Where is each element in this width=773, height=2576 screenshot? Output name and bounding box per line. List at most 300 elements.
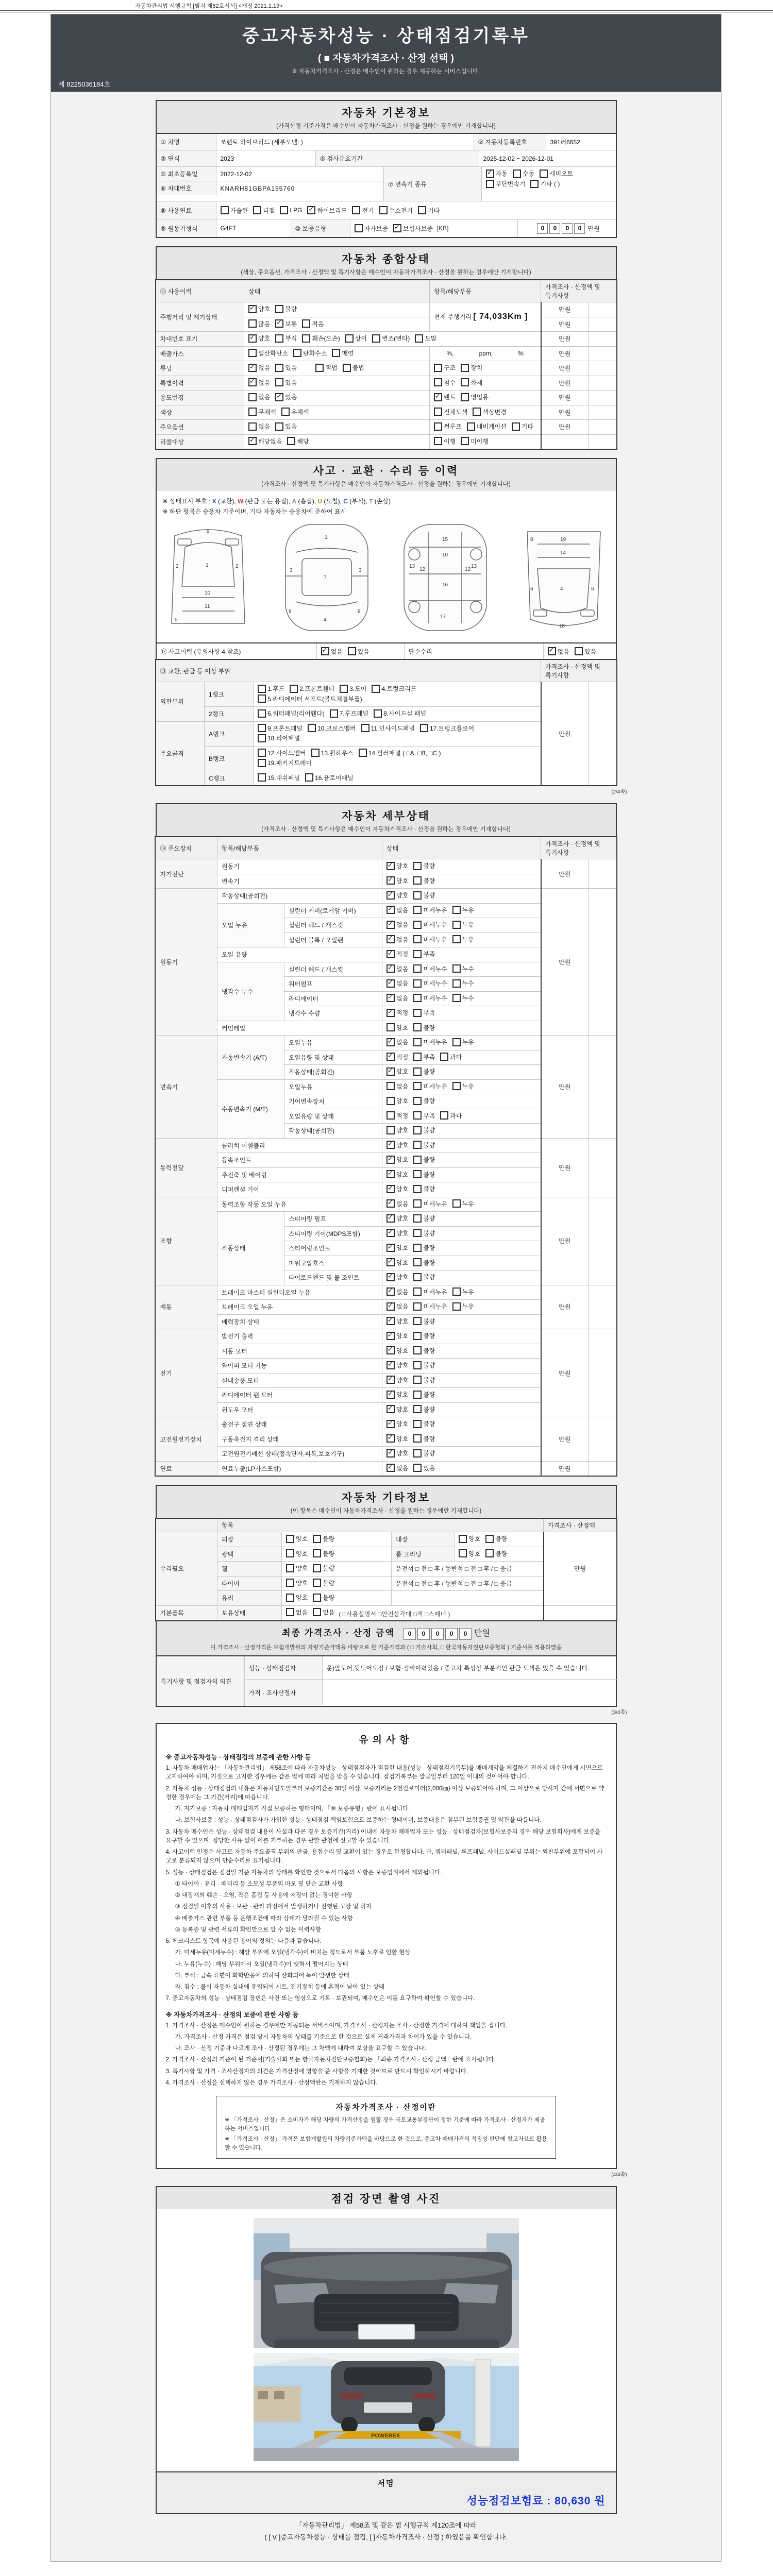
checkbox-양호[interactable] [386,1434,395,1443]
checkbox-10.크로스멤버[interactable] [308,724,316,732]
price-cell: 만원 [541,1285,589,1329]
check-item [413,1361,435,1369]
check-item [413,1229,435,1238]
checkbox-누유[interactable] [452,1082,461,1090]
checkbox-불량[interactable] [413,1391,422,1399]
checkbox-미세누수[interactable] [413,994,422,1002]
check-item [413,1405,435,1414]
checkbox-1.후드[interactable] [258,685,266,693]
checkbox-가솔린[interactable] [221,206,229,214]
checkbox-미세누유[interactable] [413,1302,422,1311]
checkbox-양호[interactable] [386,1067,395,1076]
price-cell [544,1605,617,1621]
check-label: 누유 [462,1303,474,1310]
note-cell [589,1036,617,1139]
note-cell [589,332,617,347]
checkbox-미세누유[interactable] [413,921,422,929]
checkbox-적법[interactable] [315,364,324,372]
checkbox-미세누수[interactable] [413,979,422,988]
checkbox-양호[interactable] [386,1126,395,1134]
check-label: 양호 [396,1362,409,1369]
checkbox-미세누유[interactable] [413,1082,422,1090]
checkbox-미세누유[interactable] [413,935,422,943]
opinion-label: 특기사항 및 점검자의 의견 [157,1656,244,1706]
checkbox-과다[interactable] [440,1053,448,1061]
checkbox-누유[interactable] [452,921,461,929]
checkbox-있음[interactable] [275,393,283,401]
check-group [386,1023,435,1032]
checkbox-없음[interactable] [386,964,395,973]
status-cell [382,1314,541,1329]
checkbox-무단변속기[interactable] [486,180,494,188]
note-cell [589,1417,617,1462]
checkbox-양호[interactable] [386,891,395,900]
checkbox-누유[interactable] [452,1287,461,1296]
item-label: 워터펌프 [284,977,382,992]
check-item [413,1376,435,1384]
check-label: 양호 [396,1229,409,1237]
checkbox-미세누유[interactable] [413,906,422,914]
check-item [413,1273,435,1281]
checkbox-15.대쉬패널[interactable] [258,773,266,782]
checkbox-17.트렁크플로어[interactable] [420,724,428,732]
checkbox-불량[interactable] [413,1214,422,1223]
status-cell [382,962,541,977]
checkbox-양호[interactable] [386,1141,395,1149]
status-cell [382,1388,541,1403]
svg-text:9: 9 [207,529,210,534]
table-row [157,201,616,219]
checkbox-양호[interactable] [459,1549,467,1557]
checkbox-불량[interactable] [413,1273,422,1281]
item-label: 실린더 블록 / 오일팬 [284,933,382,947]
check-label: 없음 [330,648,343,655]
check-label: 불량 [423,1259,435,1266]
checkbox-변조(변타)[interactable] [372,334,380,343]
checkbox-불량[interactable] [413,1376,422,1384]
checkbox-불량[interactable] [313,1579,321,1587]
checkbox-19.패키지트레이[interactable] [258,759,266,767]
checkbox-자가보증[interactable] [355,224,363,232]
checkbox-양호[interactable] [386,1420,395,1428]
repair-item-label: 내장 [392,1532,455,1547]
checkbox-양호[interactable] [386,1185,395,1193]
checkbox-장치[interactable] [461,364,469,372]
checkbox-양호[interactable] [286,1535,294,1543]
checkbox-양호[interactable] [386,862,395,870]
checkbox-18.리어패널[interactable] [258,734,266,742]
checkbox-없음[interactable] [386,1464,395,1472]
checkbox-양호[interactable] [386,1244,395,1252]
check-label: 없음 [396,921,409,928]
checkbox-양호[interactable] [386,1170,395,1178]
checkbox-렌트[interactable] [434,393,442,401]
legend-part: (판금 또는 용접), [243,498,292,505]
column-header: ⑪ 사용이력 [156,280,244,302]
notice-item: 4. 가격조사 · 산정을 선택하지 않은 경우 가격조사 · 산정액란은 기재하지 않습니다. [165,2079,378,2086]
checkbox-양호[interactable] [286,1579,294,1587]
checkbox-부식[interactable] [275,334,283,343]
check-item [434,408,467,416]
checkbox-탄화수소[interactable] [293,349,301,357]
checkbox-양호[interactable] [286,1594,294,1602]
check-group [355,224,433,233]
checkbox-불량[interactable] [413,1229,422,1237]
checkbox-불량[interactable] [413,1434,422,1443]
checkbox-불법[interactable] [343,364,351,372]
check-item [530,179,560,188]
checkbox-없음[interactable] [386,1082,395,1090]
checkbox-있음[interactable] [275,422,283,431]
checkbox-과다[interactable] [440,1111,448,1120]
checkbox-누유[interactable] [452,1038,461,1046]
opinion-text [322,1680,618,1705]
item-label: 동력조향 작동 오일 누유 [217,1197,382,1212]
exchange-panel-table [155,659,617,786]
check-label: 적정 [396,951,409,958]
checkbox-불량[interactable] [413,1097,422,1105]
checkbox-없음[interactable] [248,364,257,372]
checkbox-누수[interactable] [452,979,461,988]
svg-text:5: 5 [175,617,178,623]
checkbox-미세누유[interactable] [413,1038,422,1046]
check-label: 화재 [470,379,483,386]
checkbox-불량[interactable] [275,305,283,313]
checkbox-누수[interactable] [452,994,461,1002]
checkbox-불량[interactable] [413,1170,422,1178]
checkbox-불량[interactable] [413,891,422,900]
checkbox-누유[interactable] [452,1302,461,1311]
emission-value: ppm, [479,350,493,358]
basic-items-label: 기본품목 [156,1605,217,1621]
checkbox-양호[interactable] [286,1564,294,1572]
checkbox-9.프론트패널[interactable] [258,724,266,732]
checkbox-상이[interactable] [345,334,354,343]
checkbox-누유[interactable] [452,935,461,943]
checkbox-없음[interactable] [286,1608,294,1616]
check-label: 미세누유 [423,921,447,928]
checkbox-없음[interactable] [386,979,395,988]
checkbox-7.루프패널[interactable] [330,709,338,718]
checkbox-해당[interactable] [287,437,295,445]
checkbox-부족[interactable] [413,1111,422,1120]
checkbox-수동[interactable] [513,170,521,178]
check-label: 불량 [423,1420,435,1428]
check-label: 양호 [396,877,409,885]
checkbox-불량[interactable] [413,1420,422,1428]
checkbox-불량[interactable] [413,1405,422,1413]
checkbox-적음[interactable] [302,319,310,328]
notice-item: 나. 조사 · 산정 기준과 다르게 조사 · 산정된 경우에는 그 차액에 대하여 보상을 요구할 수 있습니다. [175,2045,426,2052]
item-cell [430,391,541,405]
checkbox-13.휠하우스[interactable] [311,749,320,757]
checkbox-보통[interactable] [275,319,283,328]
checkbox-부족[interactable] [413,1009,422,1017]
checkbox-침수[interactable] [434,378,442,386]
check-label: 유채색 [291,408,309,416]
checkbox-없음[interactable] [386,1038,395,1046]
checkbox-불량[interactable] [413,1361,422,1369]
checkbox-불량[interactable] [313,1564,321,1572]
check-label: 9.프론트패널 [267,724,303,732]
check-group [434,393,489,401]
checkbox-자동[interactable] [486,170,494,178]
checkbox-있음[interactable] [348,647,356,655]
checkbox-도말[interactable] [415,334,423,343]
check-item [459,1549,480,1558]
repair-item-label: 광택 [217,1547,282,1562]
checkbox-없음[interactable] [386,1287,395,1296]
checkbox-전체도색[interactable] [434,408,442,416]
checkbox-3.도어[interactable] [340,685,348,693]
checkbox-적정[interactable] [386,1009,395,1017]
check-label: 양호 [396,1068,409,1075]
checkbox-있음[interactable] [275,364,283,372]
checkbox-불량[interactable] [413,862,422,870]
check-group [386,1317,435,1326]
checkbox-양호[interactable] [386,1376,395,1384]
check-label: 누유 [462,1039,474,1046]
checkbox-불량[interactable] [413,1185,422,1193]
checkbox-2.프론트휀더[interactable] [290,685,298,693]
checkbox-불량[interactable] [413,1067,422,1076]
checkbox-있음[interactable] [413,1464,422,1472]
checkbox-없음[interactable] [548,647,556,655]
checkbox-5.라디에이터 서포트(볼트체결부품)[interactable] [258,694,266,703]
rank-label: B랭크 [205,746,254,771]
checkbox-불량[interactable] [413,1023,422,1031]
checkbox-없음[interactable] [248,422,257,431]
checkbox-양호[interactable] [386,1273,395,1281]
check-group [434,437,489,446]
check-label: 적정 [396,1009,409,1016]
checkbox-양호[interactable] [386,876,395,885]
checkbox-없음[interactable] [386,921,395,929]
check-label: 양호 [258,306,271,313]
checkbox-색상변경[interactable] [473,408,481,416]
rank-row [156,682,617,707]
checkbox-하이브리드[interactable] [307,206,315,214]
notices-section-header: ※ 자동차가격조사 · 산정의 보증에 관한 사항 등 [165,2011,299,2019]
check-item [512,422,533,431]
checkbox-네비게이션[interactable] [467,422,475,431]
checkbox-불량[interactable] [413,1258,422,1266]
item-label: 시동 모터 [217,1344,382,1359]
check-label: 양호 [396,1435,409,1443]
checkbox-많음[interactable] [248,319,257,328]
checkbox-미세누유[interactable] [413,1199,422,1208]
state-row [156,361,617,376]
checkbox-누유[interactable] [452,1199,461,1208]
item-label: 오일유량 및 상태 [284,1109,382,1124]
svg-text:2: 2 [236,564,239,569]
checkbox-썬루프[interactable] [434,422,442,431]
checkbox-불량[interactable] [413,1449,422,1458]
check-label: 양호 [396,1215,409,1222]
checkbox-양호[interactable] [386,1097,395,1105]
checkbox-미이행[interactable] [461,437,469,445]
checkbox-해당없음[interactable] [248,437,257,445]
check-label: 양호 [396,1097,409,1105]
check-group [386,876,435,885]
check-label: 없음 [258,364,271,371]
check-label: 상이 [355,335,367,342]
checkbox-양호[interactable] [386,1391,395,1399]
checkbox-불량[interactable] [413,876,422,885]
item-label: 스티어링 기어(MDPS포함) [284,1226,382,1241]
checkbox-수소전기[interactable] [379,206,388,214]
check-label: 기타 ( ) [540,180,560,188]
checkbox-일산화탄소[interactable] [248,349,257,357]
checkbox-양호[interactable] [386,1258,395,1266]
checkbox-없음[interactable] [386,1199,395,1208]
checkbox-누유[interactable] [452,906,461,914]
checkbox-기타[interactable] [418,206,426,214]
checkbox-양호[interactable] [459,1535,467,1543]
checkbox-구조[interactable] [434,364,442,372]
checkbox-불량[interactable] [413,1244,422,1252]
checkbox-불량[interactable] [485,1549,494,1557]
checkbox-양호[interactable] [386,1023,395,1031]
checkbox-없음[interactable] [248,393,257,401]
checkbox-없음[interactable] [386,1302,395,1311]
check-label: 과다 [450,1112,462,1120]
check-item [386,1111,408,1120]
checkbox-적정[interactable] [386,1053,395,1061]
checkbox-양호[interactable] [386,1405,395,1413]
checkbox-14.필러패널 ( □A, □B, □C )[interactable] [359,749,367,757]
check-item [413,876,435,885]
checkbox-있음[interactable] [275,378,283,386]
checkbox-불량[interactable] [485,1535,494,1543]
note-cell [589,889,617,1036]
field-label: ① 차명 [157,134,216,150]
checkbox-불량[interactable] [413,1156,422,1164]
checkbox-양호[interactable] [286,1549,294,1557]
checkbox-무채색[interactable] [248,408,257,416]
checkbox-영업용[interactable] [461,393,469,401]
check-label: 10.크로스멤버 [317,724,356,732]
checkbox-보험사보증[interactable] [393,224,401,232]
check-label: 적정 [396,1112,409,1120]
check-label: 13.휠하우스 [321,749,354,757]
checkbox-불량[interactable] [413,1126,422,1134]
checkbox-양호[interactable] [248,305,257,313]
checkbox-있음[interactable] [575,647,583,655]
rank-line [258,773,536,784]
checkbox-양호[interactable] [248,334,257,343]
checkbox-없음[interactable] [386,906,395,914]
checkbox-불량[interactable] [413,1332,422,1340]
checkbox-불량[interactable] [313,1594,321,1602]
checkbox-없음[interactable] [386,935,395,943]
checkbox-매연[interactable] [332,349,340,357]
price-cell: 만원 [541,391,589,405]
checkbox-기타[interactable] [512,422,520,431]
price-definition-title: 자동차가격조사 · 산정이란 [335,2104,436,2112]
checkbox-없음[interactable] [321,647,329,655]
checkbox-불량[interactable] [413,1141,422,1149]
notice-item: 나. 누유(누수) : 해당 부위에서 오일(냉각수)이 맺혀서 떨어지는 상태 [175,1961,348,1968]
checkbox-LPG[interactable] [280,206,288,214]
checkbox-디젤[interactable] [253,206,261,214]
checkbox-8.사이드실 패널[interactable] [374,709,382,718]
notice-item: 4. 사고이력 인정은 사고로 자동차 주요골격 부위의 판금, 용접수리 및 교환이 있는 경우로 한정합니다. 단, 쿼터패널, 루프패널, 사이드실패널 부위는 외판부위에 포함되어 사고로 분류되지 않으며 단순수리로 표기됩니다. [165,1849,603,1865]
check-item [248,349,288,358]
check-item [248,334,270,343]
checkbox-불량[interactable] [313,1549,321,1557]
checkbox-4.트렁크리드[interactable] [372,685,380,693]
checkbox-적정[interactable] [386,950,395,958]
check-item [513,169,534,178]
check-label: 없음 [396,1082,409,1090]
left-column [157,167,383,201]
checkbox-불량[interactable] [313,1535,321,1543]
check-item [386,1214,408,1223]
checkbox-부족[interactable] [413,950,422,958]
checkbox-없음[interactable] [386,994,395,1002]
checkbox-있음[interactable] [313,1608,321,1616]
check-item [486,179,526,188]
checkbox-양호[interactable] [386,1332,395,1340]
checkbox-미세누유[interactable] [413,1287,422,1296]
check-label: 양호 [296,1594,308,1601]
checkbox-16.플로어패널[interactable] [305,773,313,782]
checkbox-세미오토[interactable] [540,170,548,178]
checkbox-이행[interactable] [434,437,442,445]
notice-item: 라. 침수 : 물이 자동차 실내에 유입되어 시트, 전기장치 등에 흔적이 남아 있는 상태 [175,1984,385,1990]
checkbox-6.쿼터패널(리어휀다)[interactable] [258,709,266,718]
first-registration: 2022-12-02 [216,167,383,181]
checkbox-없음[interactable] [248,378,257,386]
checkbox-불량[interactable] [413,1346,422,1354]
status-cell [244,376,430,391]
checkbox-11.인사이드패널[interactable] [361,724,369,732]
checkbox-양호[interactable] [386,1361,395,1369]
checkbox-양호[interactable] [386,1449,395,1458]
checkbox-훼손(오손)[interactable] [302,334,310,343]
checkbox-양호[interactable] [386,1214,395,1223]
check-group [434,378,482,387]
checkbox-불량[interactable] [413,1317,422,1325]
checkbox-누수[interactable] [452,964,461,973]
checkbox-양호[interactable] [386,1229,395,1237]
check-group [248,408,309,416]
checkbox-12.사이드멤버[interactable] [258,749,266,757]
inspection-photo-front [157,2218,616,2350]
photos-header [156,2186,617,2209]
checkbox-화재[interactable] [461,378,469,386]
check-item [485,1549,507,1558]
check-group [386,1199,474,1208]
check-group [386,920,474,929]
check-item [413,950,435,958]
check-group [248,334,437,343]
check-label: 불량 [423,1068,435,1075]
checkbox-유채색[interactable] [281,408,290,416]
checkbox-부족[interactable] [413,1053,422,1061]
checkbox-양호[interactable] [386,1317,395,1325]
check-label: 기타 [428,207,440,214]
checkbox-양호[interactable] [386,1156,395,1164]
check-label: 누수 [462,980,474,987]
checkbox-양호[interactable] [386,1346,395,1354]
checkbox-적정[interactable] [386,1111,395,1120]
checkbox-기타 ( )[interactable] [530,180,539,188]
checkbox-미세누수[interactable] [413,964,422,973]
checkbox-전기[interactable] [352,206,360,214]
check-item [275,393,297,401]
